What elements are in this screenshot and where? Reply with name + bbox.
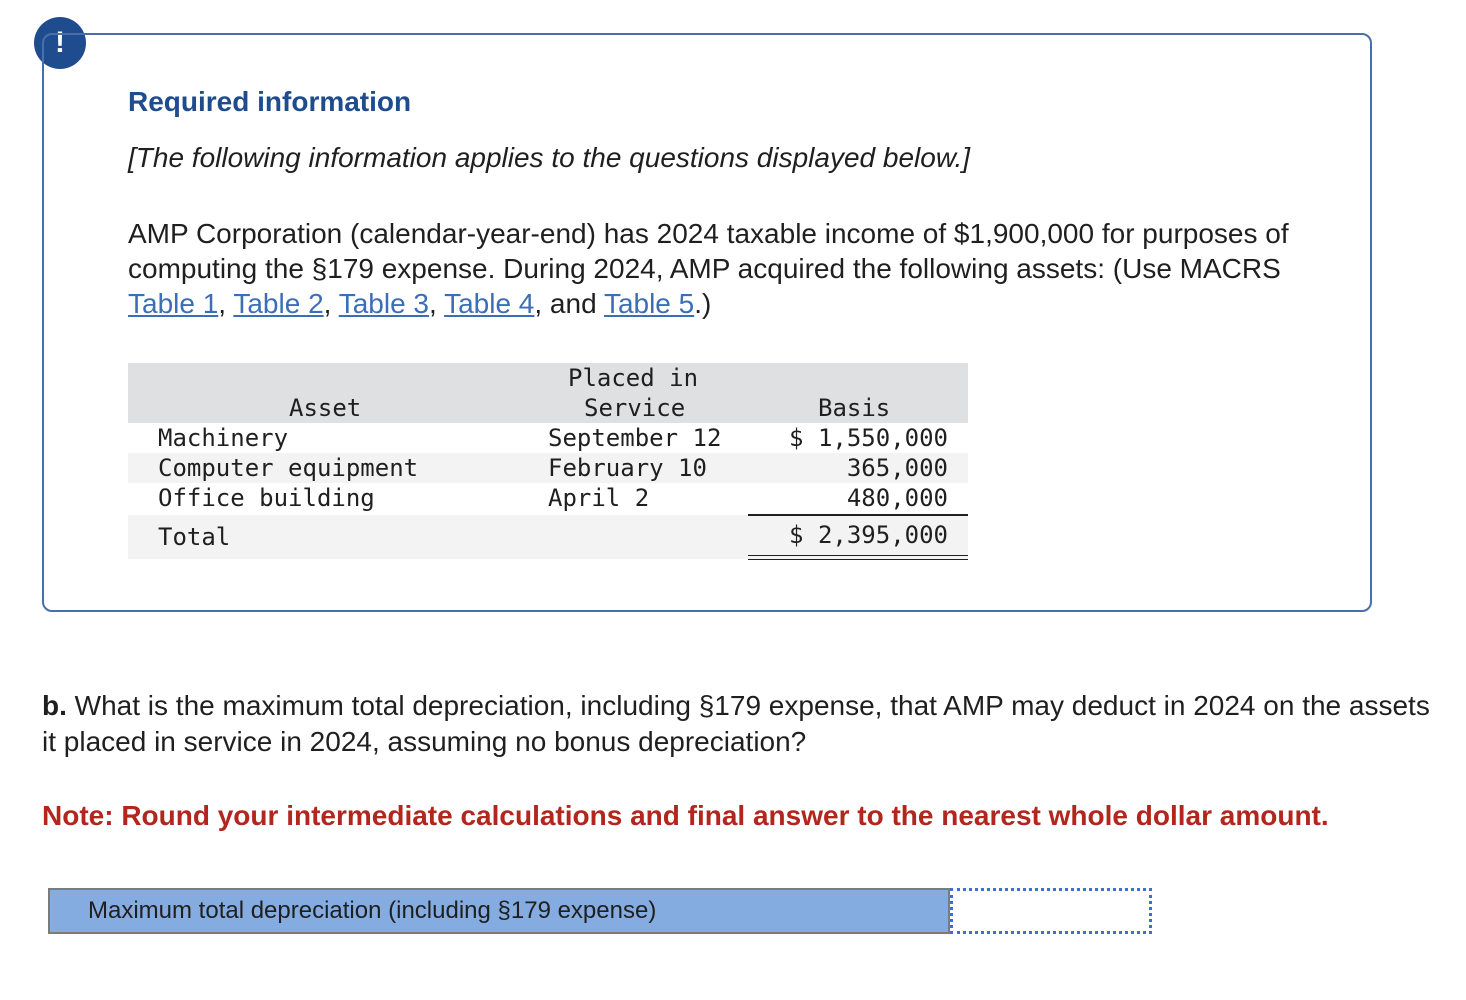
table-row-asset: Machinery — [158, 424, 289, 452]
problem-statement: AMP Corporation (calendar-year-end) has 2024 taxable income of $1,900,000 for purposes of computing the §179 expense. During 2024, AMP acquired the following assets: (Use MACRS Table 1, Table 2, Table 3, Table 4, and Table 5.) — [128, 218, 1289, 319]
total-basis: $ 2,395,000 — [789, 521, 948, 549]
question-b — [42, 688, 1442, 760]
table-row-basis: 480,000 — [846, 484, 948, 512]
problem-end: .) — [694, 288, 712, 319]
link-table-4[interactable]: Table 4 — [444, 288, 535, 319]
required-info-title: Required information — [128, 86, 412, 117]
table-row-placed: September 12 — [548, 424, 722, 452]
total-double-rule — [748, 555, 968, 560]
total-label: Total — [158, 523, 231, 551]
link-table-1[interactable]: Table 1 — [128, 288, 219, 319]
intro-text: [The following information applies to the questions displayed below.] — [128, 142, 971, 173]
header-placed-line1: Placed in — [568, 364, 699, 392]
table-row-basis: $ 1,550,000 — [789, 424, 948, 452]
table-row-placed: April 2 — [548, 484, 650, 512]
problem-lead: AMP Corporation (calendar-year-end) has 2024 taxable income of $1,900,000 for purposes of computing the §179 expense. During 2024, AMP acquired the following assets: (Use MACRS — [128, 218, 1289, 284]
and-text: and — [542, 288, 604, 319]
answer-label: Maximum total depreciation (including §179 expense) — [48, 888, 950, 934]
link-table-2[interactable]: Table 2 — [233, 288, 324, 319]
header-basis: Basis — [818, 394, 891, 422]
table-row-placed: February 10 — [548, 454, 707, 482]
question-label: b. — [42, 690, 67, 721]
header-asset: Asset — [289, 394, 362, 422]
subtotal-rule — [748, 514, 968, 516]
rounding-note: Note: Round your intermediate calculations and final answer to the nearest whole dollar amount. — [42, 800, 1329, 831]
question-text: What is the maximum total depreciation, including §179 expense, that AMP may deduct in 2024 on the assets it placed in service in 2024, assuming no bonus depreciation? — [42, 690, 1430, 757]
table-row-asset: Office building — [158, 484, 375, 512]
table-row-basis: 365,000 — [846, 454, 948, 482]
table-row-asset: Computer equipment — [158, 454, 419, 482]
header-placed-line2: Service — [584, 394, 686, 422]
answer-input[interactable] — [950, 888, 1152, 934]
link-table-5[interactable]: Table 5 — [603, 288, 695, 319]
alert-icon: ! — [34, 17, 86, 69]
link-table-3[interactable]: Table 3 — [338, 288, 430, 319]
